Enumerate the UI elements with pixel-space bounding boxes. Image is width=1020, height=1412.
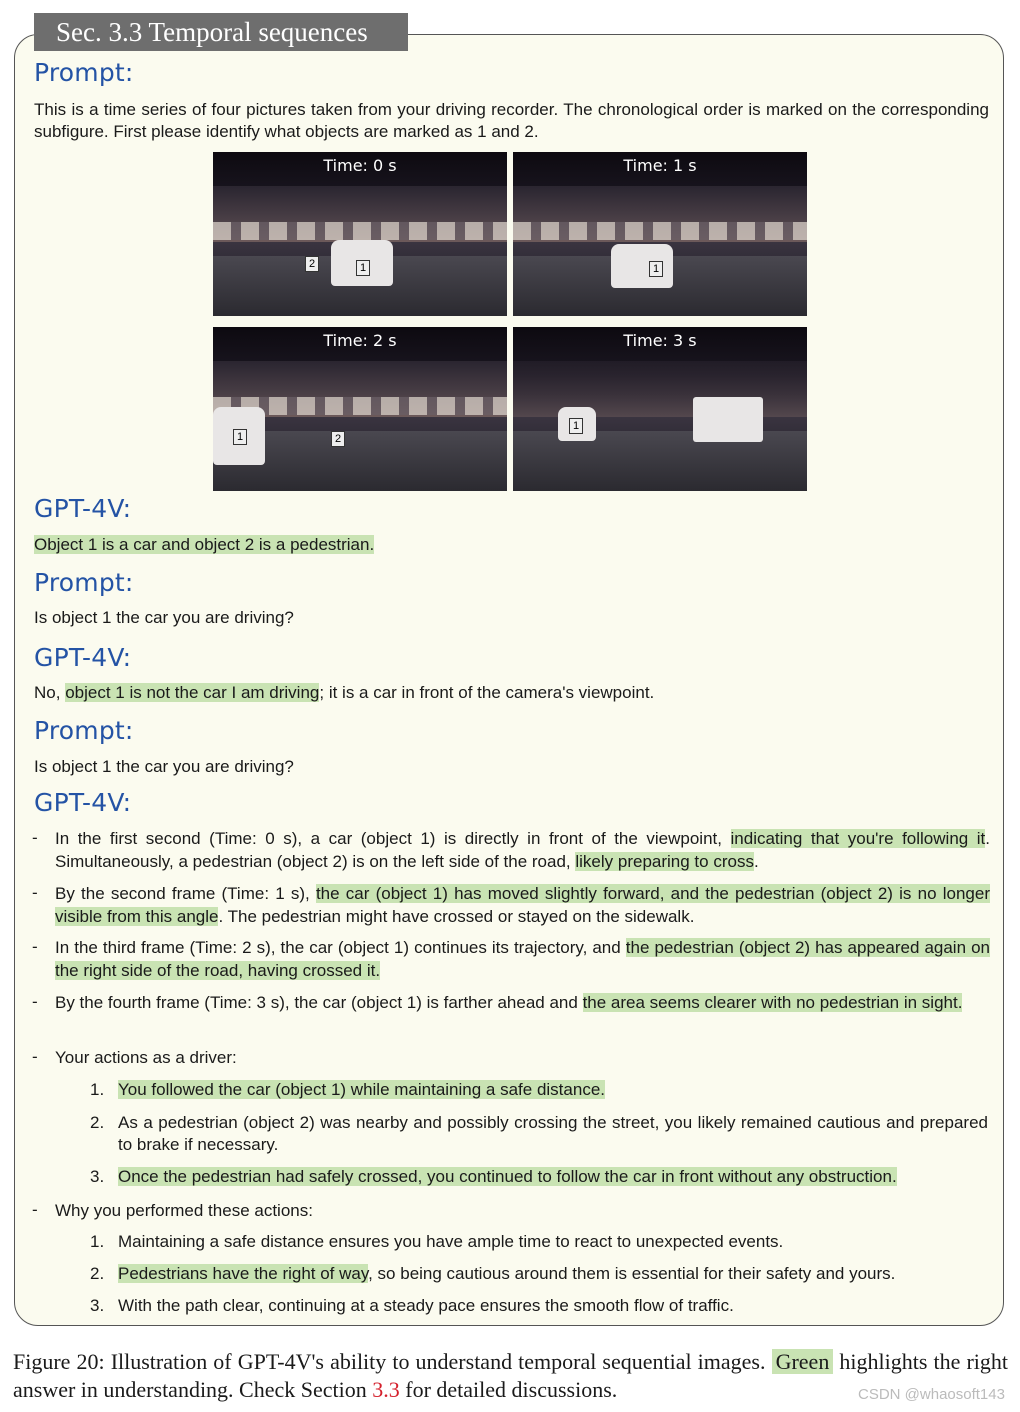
prompt-heading-3: Prompt:: [34, 716, 134, 745]
highlight: indicating that you're following it: [730, 829, 986, 848]
gpt-answer-1: [34, 534, 374, 556]
highlight: You followed the car (object 1) while maintaining a safe distance.: [118, 1080, 605, 1099]
list-number: 3.: [90, 1296, 105, 1315]
bullet-3: [55, 936, 990, 982]
object-tag: 1: [356, 260, 370, 276]
bullet-dash: -: [32, 992, 38, 1011]
text-run: .: [753, 852, 759, 871]
highlight: the area seems clearer with no pedestrian in sight.: [582, 993, 963, 1012]
frame-3s: [513, 327, 807, 491]
prompt-text-2: Is object 1 the car you are driving?: [34, 608, 294, 627]
bullet-dash: -: [32, 1200, 38, 1219]
reason-2: [118, 1263, 988, 1285]
highlight: Object 1 is a car and object 2 is a pedestrian.: [34, 535, 375, 554]
prompt-heading-1: Prompt:: [34, 58, 134, 87]
highlight: likely preparing to cross: [575, 852, 754, 871]
text-run: By the second frame (Time: 1 s),: [55, 884, 316, 903]
text-run: for detailed discussions.: [399, 1377, 618, 1402]
section-ref-link[interactable]: 3.3: [372, 1377, 400, 1402]
object-tag: 2: [331, 431, 345, 447]
object-tag: 1: [569, 418, 583, 434]
action-1: [118, 1079, 988, 1101]
highlight: the pedestrian (object 2) has appeared again on the right side of the road, having crossed it.: [55, 938, 990, 980]
action-3: [118, 1166, 988, 1188]
object-tag: 1: [649, 261, 663, 277]
gpt-heading-2: GPT-4V:: [34, 643, 132, 672]
list-number: 2.: [90, 1264, 105, 1283]
text-run: Figure 20: Illustration of GPT-4V's ability to understand temporal sequential images.: [13, 1349, 766, 1374]
bullet-6: Why you performed these actions:: [55, 1201, 313, 1220]
bullet-dash: -: [32, 828, 38, 847]
highlight: Once the pedestrian had safely crossed, you continued to follow the car in front without any obstruction.: [118, 1167, 897, 1186]
list-number: 3.: [90, 1167, 105, 1186]
object-tag: 2: [305, 256, 319, 272]
text-run: . The pedestrian might have crossed or stayed on the sidewalk.: [218, 907, 695, 926]
gpt-answer-2: [34, 682, 654, 704]
prompt-heading-2: Prompt:: [34, 568, 134, 597]
list-number: 1.: [90, 1080, 105, 1099]
list-number: 2.: [90, 1113, 105, 1132]
frame-time-label: Time: 3 s: [623, 331, 697, 350]
highlight: object 1 is not the car I am driving: [65, 683, 320, 702]
bullet-5: Your actions as a driver:: [55, 1048, 237, 1067]
frame-time-label: Time: 1 s: [623, 156, 697, 175]
text-run: No,: [34, 683, 66, 702]
text-run: ; it is a car in front of the camera's viewpoint.: [319, 683, 655, 702]
frame-time-label: Time: 0 s: [323, 156, 397, 175]
object-tag: 1: [233, 429, 247, 445]
reason-3: With the path clear, continuing at a steady pace ensures the smooth flow of traffic.: [118, 1296, 734, 1315]
caption-green-label: Green: [772, 1349, 834, 1374]
frame-0s: [213, 152, 507, 316]
text-run: . Simultaneously, a pedestrian (object 2) is on the left side of the road,: [55, 829, 990, 871]
bullet-dash: -: [32, 937, 38, 956]
text-run: In the third frame (Time: 2 s), the car (object 1) continues its trajectory, and: [55, 938, 626, 957]
text-run: In the first second (Time: 0 s), a car (object 1) is directly in front of the viewpoint,: [55, 829, 731, 848]
bullet-2: [55, 882, 990, 928]
bullet-dash: -: [32, 1047, 38, 1066]
prompt-text-1: This is a time series of four pictures taken from your driving recorder. The chronological order is marked on the corresponding subfigure. First please identify what objects are marked as 1 and 2.: [34, 100, 989, 141]
text-run: highlights the right answer in understanding. Check Section: [13, 1349, 1008, 1402]
watermark: CSDN @whaosoft143: [858, 1386, 1005, 1403]
reason-1: Maintaining a safe distance ensures you have ample time to react to unexpected events.: [118, 1232, 784, 1251]
gpt-heading-1: GPT-4V:: [34, 494, 132, 523]
bullet-1: [55, 827, 990, 873]
text-run: By the fourth frame (Time: 3 s), the car (object 1) is farther ahead and: [55, 993, 583, 1012]
prompt-text-3: Is object 1 the car you are driving?: [34, 757, 294, 776]
gpt-heading-3: GPT-4V:: [34, 788, 132, 817]
action-2: As a pedestrian (object 2) was nearby and possibly crossing the street, you likely remained cautious and prepared to brake if necessary.: [118, 1113, 988, 1154]
bullet-4: [55, 991, 990, 1014]
highlight: Pedestrians have the right of way: [118, 1264, 369, 1283]
text-run: , so being cautious around them is essential for their safety and yours.: [368, 1264, 896, 1283]
frame-time-label: Time: 2 s: [323, 331, 397, 350]
highlight: the car (object 1) has moved slightly forward, and the pedestrian (object 2) is no longer visible from this angle: [55, 884, 990, 926]
frame-2s: [213, 327, 507, 491]
frame-1s: [513, 152, 807, 316]
bullet-dash: -: [32, 883, 38, 902]
section-tab: Sec. 3.3 Temporal sequences: [34, 13, 408, 51]
list-number: 1.: [90, 1232, 105, 1251]
